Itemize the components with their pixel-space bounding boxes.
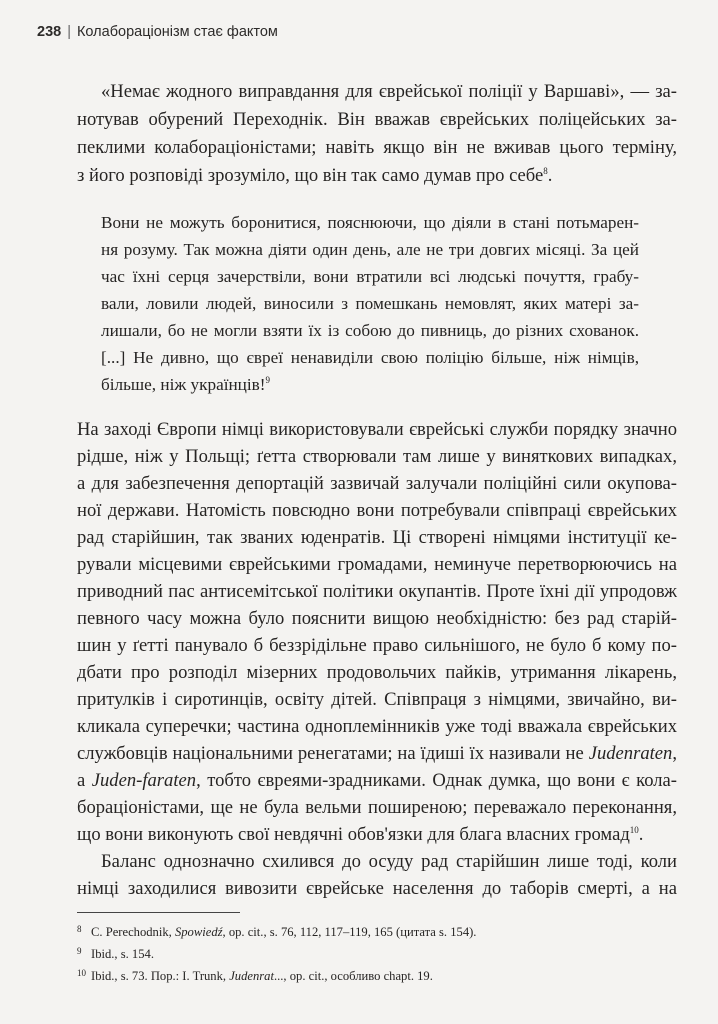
footnote-10: 10 Ibid., s. 73. Пор.: I. Trunk, Judenrat..., op. cit., особливо chapt. 19. xyxy=(77,968,433,983)
chapter-title: Колабораціонізм стає фактом xyxy=(76,24,278,40)
footnote-ref-8[interactable]: 8 xyxy=(543,166,548,176)
para3-line-2: німці заходилися вивозити єврейське населення до таборів смерті, а на xyxy=(77,878,677,899)
para2-line-7: приводний пас антисемітської політики окупантів. Проте їхні дії упродовж xyxy=(77,581,677,602)
quote-line-7: більше, ніж українців!$^9$ xyxy=(101,375,270,394)
quote-line-6: [...] Не дивно, що євреї ненавиділи свою поліцію більше, ніж німців, xyxy=(101,348,639,367)
para2-line-2: рідше, ніж у Польщі; ґетта створювали там лише у виняткових випадках, xyxy=(77,446,677,467)
quote-line-3: час їхні серця зачерствіли, вони втратили всі людські почуття, грабу- xyxy=(101,267,639,286)
footnote-mark: 8 xyxy=(77,924,82,934)
footnote-rule xyxy=(77,912,240,913)
para1-line-2: нотував обурений Переходнік. Він вважав єврейських поліцейських за- xyxy=(77,109,677,130)
footnote-9: 9 Ibid., s. 154. xyxy=(77,946,154,961)
page-number: 238 xyxy=(37,24,62,40)
para1-line-1: «Немає жодного виправдання для єврейської поліції у Варшаві», — за- xyxy=(101,81,677,102)
footnote-ref-10[interactable]: 10 xyxy=(629,825,639,835)
para2-line-11: притулків і сиротинців, освіту дітей. Співпраця з німцями, звичайно, ви- xyxy=(77,689,677,710)
para2-line-5: рад старійшин, так званих юденратів. Ці створені німцями інституції ке- xyxy=(77,527,677,548)
para2-line-13: службовців національними ренегатами; на їдиші їх називали не Judenraten, xyxy=(77,743,677,764)
para2-line-4: ної держави. Натомість повсюдно вони потребували співпраці єврейських xyxy=(77,500,677,521)
footnote-mark: 9 xyxy=(77,946,82,956)
para2-line-1: На заході Європи німці використовували єврейські служби порядку значно xyxy=(77,419,677,440)
para2-line-16: що вони виконують свої невдячні обов'язки для блага власних громад$^{10}$. xyxy=(77,824,644,845)
running-header xyxy=(37,24,278,40)
footnote-ref-9[interactable]: 9 xyxy=(265,375,270,385)
para2-line-15: бораціоністами, ще не була вельми поширеною; переважало переконання, xyxy=(77,797,677,818)
para2-line-14: а Juden-faraten, тобто євреями-зрадниками. Однак думка, що вони є кола- xyxy=(77,770,677,791)
footnote-8: 8 C. Perechodnik, Spowiedź, op. cit., s. 76, 112, 117–119, 165 (цитата s. 154). xyxy=(77,924,477,939)
header-separator: | xyxy=(67,24,71,40)
yiddish-term-juden-faraten: Juden-faraten xyxy=(91,770,197,791)
para2-line-3: а для забезпечення депортацій зазвичай залучали поліційні сили окупова- xyxy=(77,473,677,494)
quote-line-1: Вони не можуть боронитися, пояснюючи, що діяли в стані потьмарен- xyxy=(101,213,639,232)
yiddish-term-judenraten: Judenraten xyxy=(588,743,673,764)
para3-line-1: Баланс однозначно схилився до осуду рад старійшин лише тоді, коли xyxy=(101,851,677,872)
para2-line-10: дбати про розподіл мізерних продовольчих пайків, утримання лікарень, xyxy=(77,662,677,683)
para2-line-9: шин у ґетті панувало б беззрідільне право сильнішого, не було б кому по- xyxy=(77,635,677,656)
quote-line-4: вали, ловили людей, виносили з помешкань немовлят, яких матері за- xyxy=(101,294,639,313)
quote-line-5: лишали, бо не могли взяти їх із собою до пивниць, до різних схованок. xyxy=(101,321,639,340)
quote-line-2: ня розуму. Так можна діяти один день, але не три довгих місяці. За цей xyxy=(101,240,639,259)
para1-line-4: з його розповіді зрозуміло, що він так само думав про себе$^8$. xyxy=(77,165,553,186)
para2-line-6: рували місцевими єврейськими громадами, неминуче перетворюючись на xyxy=(77,554,677,575)
footnote-mark: 10 xyxy=(77,968,86,978)
para2-line-8: певного часу можна було пояснити вищою необхідністю: без рад старій- xyxy=(77,608,677,629)
para1-line-3: пеклими колабораціоністами; навіть якщо він не вживав цього терміну, xyxy=(77,137,677,158)
para2-line-12: кликала суперечки; частина одноплемінників уже тоді вважала єврейських xyxy=(77,716,677,737)
